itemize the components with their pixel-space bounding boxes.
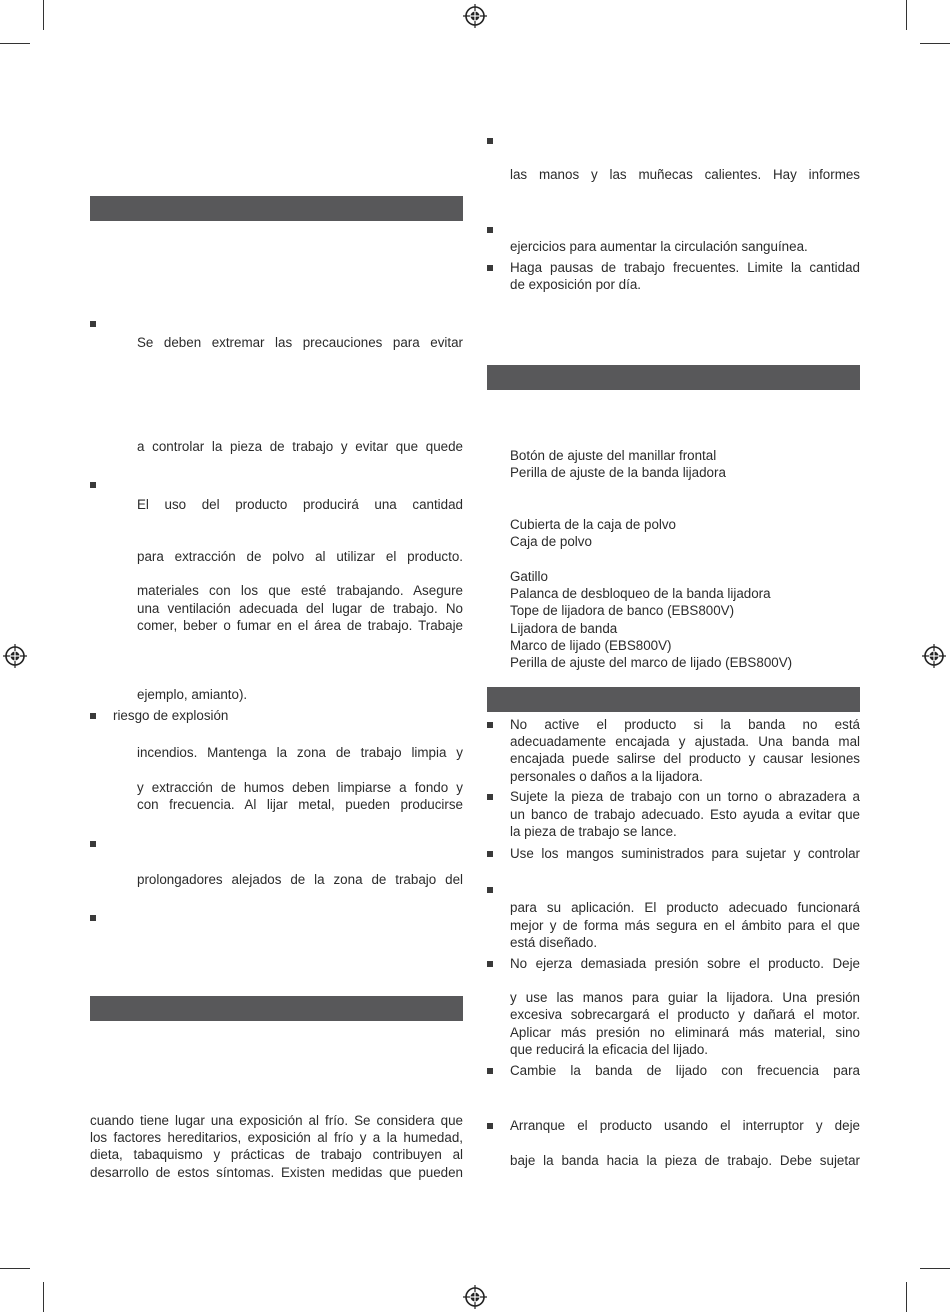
part-list-item: Cubierta de la caja de polvo	[510, 517, 677, 532]
text-line: Arranque el producto usando el interruptor y deje	[510, 1118, 860, 1133]
part-list-item: Lijadora de banda	[510, 621, 618, 636]
text-line: El uso del producto producirá una cantidad	[137, 497, 463, 512]
bullet-icon	[487, 1068, 493, 1074]
text-line: adecuadamente encajada y ajustada. Una banda mal	[510, 734, 860, 749]
text-line: personales o daños a la lijadora.	[510, 769, 703, 784]
text-line: está diseñado.	[510, 935, 598, 950]
text-line: Haga pausas de trabajo frecuentes. Limite la cantidad	[510, 260, 860, 275]
paragraph-line: dieta, tabaquismo y prácticas de trabajo contribuyen al	[90, 1147, 463, 1162]
bullet-icon	[487, 961, 493, 967]
text-line: materiales con los que esté trabajando. Asegure	[137, 583, 463, 598]
text-line: una ventilación adecuada del lugar de trabajo. No	[137, 601, 463, 616]
text-line: comer, beber o fumar en el área de trabajo. Trabaje	[137, 618, 463, 633]
paragraph-line: cuando tiene lugar una exposición al frío. Se considera que	[90, 1113, 463, 1128]
section-header-bar	[90, 196, 463, 221]
text-line: Use los mangos suministrados para sujetar y controlar	[510, 846, 860, 861]
text-line: un banco de trabajo adecuado. Esto ayuda a evitar que	[510, 807, 860, 822]
crop-mark	[0, 1268, 30, 1269]
part-list-item: Marco de lijado (EBS800V)	[510, 638, 672, 653]
section-header-bar	[487, 687, 860, 712]
bullet-icon	[487, 265, 493, 271]
text-line: ejercicios para aumentar la circulación sanguínea.	[510, 239, 808, 254]
bullet-icon	[487, 138, 493, 144]
text-line: excesiva sobrecargará el producto y dañará el motor.	[510, 1007, 860, 1022]
text-line: encajada puede salirse del producto y causar lesiones	[510, 751, 860, 766]
section-header-bar	[487, 365, 860, 390]
bullet-icon	[487, 227, 493, 233]
bullet-icon	[90, 713, 96, 719]
text-line: Cambie la banda de lijado con frecuencia para	[510, 1063, 860, 1078]
crop-mark	[920, 1268, 950, 1269]
bullet-icon	[90, 841, 96, 847]
part-list-item: Botón de ajuste del manillar frontal	[510, 448, 717, 463]
bullet-icon	[487, 1123, 493, 1129]
text-line: para extracción de polvo al utilizar el producto.	[137, 549, 463, 564]
text-line: las manos y las muñecas calientes. Hay informes	[510, 167, 860, 182]
text-line: ejemplo, amianto).	[137, 687, 248, 702]
section-header-bar	[90, 996, 463, 1021]
crop-mark	[906, 1282, 907, 1312]
registration-mark-icon	[922, 644, 946, 668]
crop-mark	[906, 0, 907, 30]
bullet-icon	[487, 887, 493, 893]
bullet-icon	[487, 851, 493, 857]
part-list-item: Tope de lijadora de banco (EBS800V)	[510, 603, 735, 618]
text-line: que reducirá la eficacia del lijado.	[510, 1042, 709, 1057]
crop-mark	[0, 43, 30, 44]
bullet-icon	[90, 482, 96, 488]
crop-mark	[43, 1282, 44, 1312]
part-list-item: Caja de polvo	[510, 534, 592, 549]
text-line: riesgo de explosión	[113, 708, 229, 723]
text-line: prolongadores alejados de la zona de trabajo del	[137, 872, 463, 887]
part-list-item: Perilla de ajuste del marco de lijado (EBS800V)	[510, 655, 793, 670]
text-line: con frecuencia. Al lijar metal, pueden producirse	[137, 797, 463, 812]
text-line: a controlar la pieza de trabajo y evitar que quede	[137, 439, 463, 454]
text-line: No active el producto si la banda no está	[510, 717, 860, 732]
text-line: la pieza de trabajo se lance.	[510, 824, 677, 839]
text-line: Aplicar más presión no eliminará más material, sino	[510, 1025, 860, 1040]
text-line: y use las manos para guiar la lijadora. Una presión	[510, 990, 860, 1005]
part-list-item: Perilla de ajuste de la banda lijadora	[510, 465, 726, 480]
text-line: No ejerza demasiada presión sobre el producto. Deje	[510, 956, 860, 971]
bullet-icon	[487, 722, 493, 728]
bullet-icon	[90, 321, 96, 327]
registration-mark-icon	[463, 1285, 487, 1309]
text-line: mejor y de forma más segura en el ámbito para el que	[510, 918, 860, 933]
text-line: incendios. Mantenga la zona de trabajo limpia y	[137, 745, 463, 760]
part-list-item: Gatillo	[510, 569, 548, 584]
text-line: y extracción de humos deben limpiarse a fondo y	[137, 780, 463, 795]
crop-mark	[920, 43, 950, 44]
paragraph-line: los factores hereditarios, exposición al frío y a la humedad,	[90, 1130, 463, 1145]
text-line: Se deben extremar las precauciones para evitar	[137, 335, 463, 350]
text-line: de exposición por día.	[510, 277, 642, 292]
registration-mark-icon	[3, 644, 27, 668]
crop-mark	[43, 0, 44, 30]
text-line: Sujete la pieza de trabajo con un torno o abrazadera a	[510, 789, 860, 804]
text-line: baje la banda hacia la pieza de trabajo. Debe sujetar	[510, 1153, 860, 1168]
part-list-item: Palanca de desbloqueo de la banda lijadora	[510, 586, 771, 601]
registration-mark-icon	[463, 4, 487, 28]
bullet-icon	[90, 915, 96, 921]
bullet-icon	[487, 794, 493, 800]
text-line: para su aplicación. El producto adecuado funcionará	[510, 900, 860, 915]
paragraph-line: desarrollo de estos síntomas. Existen medidas que pueden	[90, 1165, 463, 1180]
